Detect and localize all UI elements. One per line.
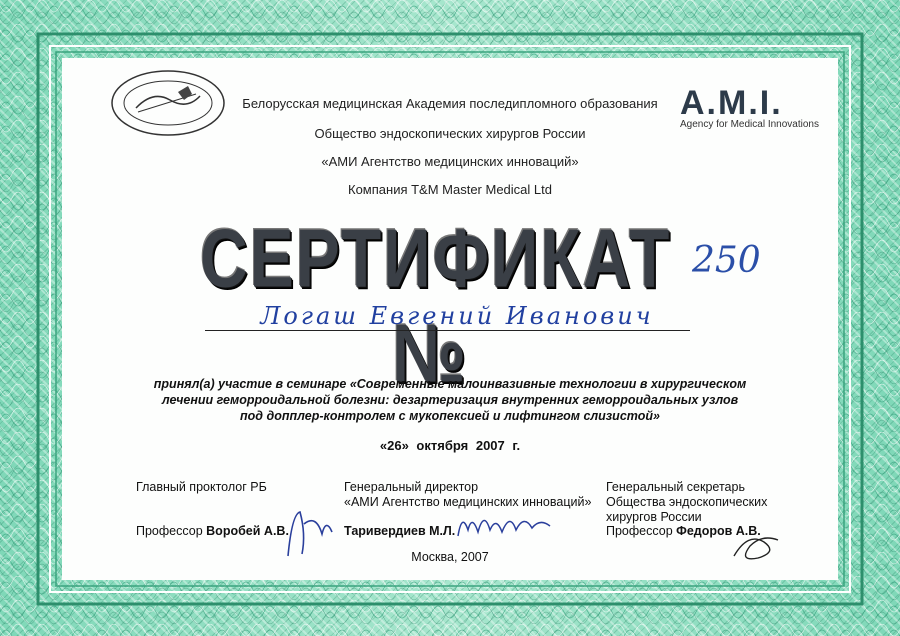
header-line-2: Общество эндоскопических хирургов России: [314, 126, 586, 141]
signatory-1-name: Воробей А.В.: [206, 524, 289, 538]
header-line-3: «АМИ Агентство медицинских инноваций»: [321, 154, 579, 169]
ami-logo-name: A.M.I.: [680, 84, 783, 122]
certificate-number: 250: [692, 240, 761, 281]
ami-logo-tagline: Agency for Medical Innovations: [680, 119, 819, 130]
signatory-1: [136, 524, 289, 539]
signature-1: [282, 504, 342, 560]
certificate-title: СЕРТИФИКАТ №: [200, 211, 672, 399]
signatory-1-position: Главный проктолог РБ: [136, 480, 267, 494]
seminar-line-2: лечении геморроидальной болезни: дезартеризация внутренних геморроидальных узлов: [161, 393, 739, 407]
date-day: «26»: [379, 438, 409, 453]
header-line-4: Компания T&M Master Medical Ltd: [348, 182, 552, 197]
signatory-2: [344, 524, 455, 539]
holder-underline: [205, 330, 690, 331]
signatory-3-position: [606, 480, 767, 525]
seminar-description: [150, 376, 750, 424]
signatory-3-name: Федоров А.В.: [676, 524, 761, 538]
seminar-line-1: принял(а) участие в семинаре «Современные малоинвазивные технологии в хирургическом: [153, 377, 747, 391]
ami-logo: [680, 84, 819, 130]
date-month: октября: [416, 438, 469, 453]
signatory-3-position-line-2: Общества эндоскопических: [606, 495, 768, 509]
date-year: 2007 г.: [475, 438, 521, 453]
holder-name: Логаш Евгений Иванович: [260, 302, 654, 330]
seminar-date: [300, 438, 600, 453]
signature-3: [728, 526, 784, 566]
signatory-1-title: Профессор: [136, 524, 203, 538]
signatory-2-name: Таривердиев М.Л.: [344, 524, 456, 538]
seminar-line-3: под допплер-контролем с мукопексией и лифтингом слизистой»: [240, 409, 660, 423]
city-year: Москва, 2007: [411, 550, 489, 564]
signatory-2-position-line-2: «АМИ Агентство медицинских инноваций»: [344, 495, 592, 509]
header-line-1: Белорусская медицинская Академия последипломного образования: [242, 96, 658, 111]
signatory-2-position-line-1: Генеральный директор: [344, 480, 479, 494]
signatory-3-position-line-3: хирургов России: [606, 510, 702, 524]
signature-2: [454, 506, 554, 546]
signatory-3-title: Профессор: [606, 524, 673, 538]
signatory-3-position-line-1: Генеральный секретарь: [606, 480, 745, 494]
